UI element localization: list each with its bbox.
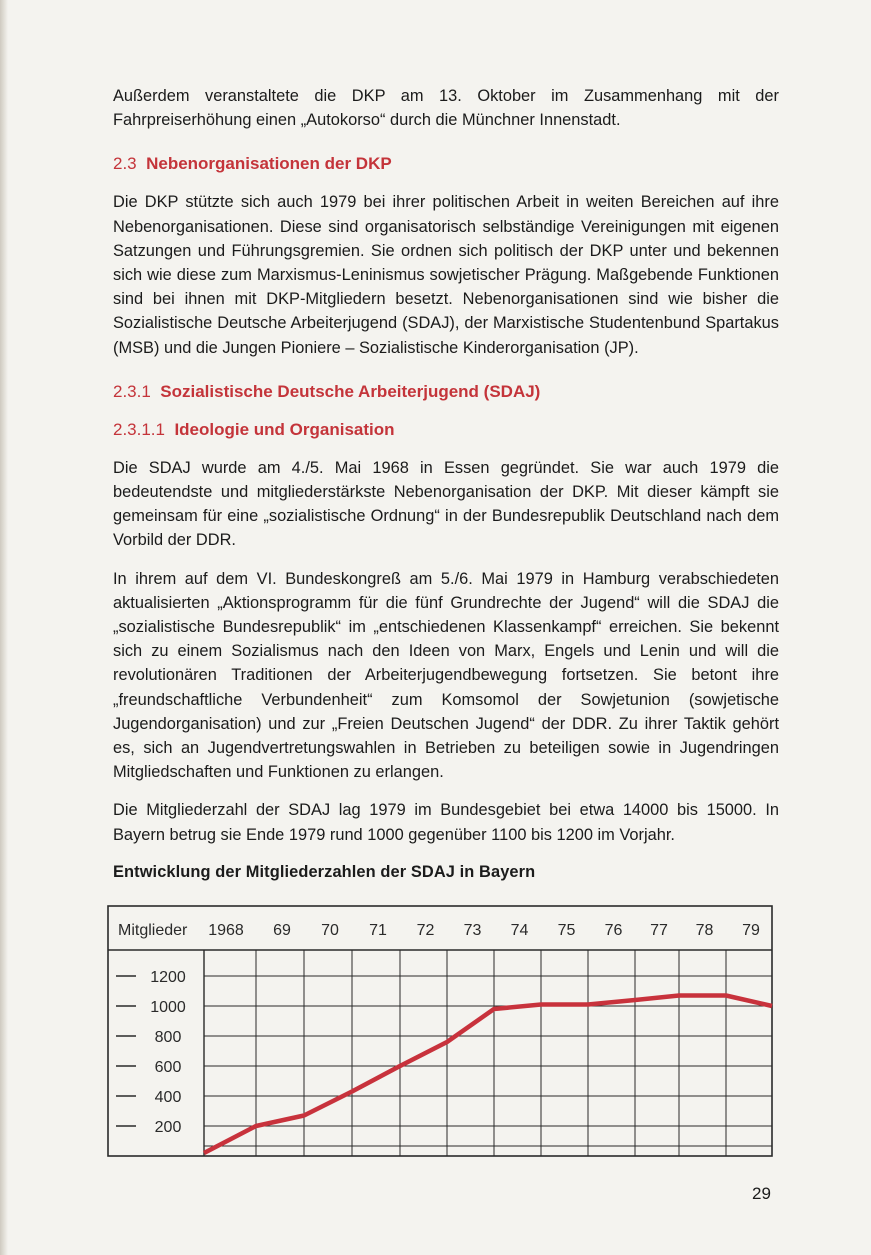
x-tick-label: 75 xyxy=(557,922,576,939)
heading-2-3-1 xyxy=(113,380,779,404)
chart-svg xyxy=(106,904,776,1158)
x-tick-label: 78 xyxy=(695,922,714,939)
heading-2-3-1-1 xyxy=(113,418,779,442)
y-tick-label: 1200 xyxy=(150,969,186,986)
heading-title: Nebenorganisationen der DKP xyxy=(146,154,392,174)
x-tick-label: 76 xyxy=(604,922,623,939)
heading-number: 2.3.1.1 xyxy=(113,419,165,439)
x-tick-label: 77 xyxy=(650,922,668,939)
x-tick-label: 73 xyxy=(463,922,482,939)
page-edge-shadow xyxy=(0,0,8,1255)
x-tick-label: 71 xyxy=(369,922,387,939)
y-tick-label: 200 xyxy=(154,1119,182,1136)
heading-title: Ideologie und Organisation xyxy=(174,419,395,439)
series-line-mitglieder xyxy=(204,996,772,1154)
paragraph-intro: Außerdem veranstaltete die DKP am 13. Oktober im Zusammenhang mit der Fahrpreiserhöhung einen „Autokorso“ durch die Münchner Innenstadt. xyxy=(113,87,779,130)
y-tick-label: 400 xyxy=(154,1089,182,1106)
paragraph-sdaj-program: In ihrem auf dem VI. Bundeskongreß am 5./6. Mai 1979 in Hamburg verabschiedeten aktualisierten „Aktionsprogramm für die fünf Grundrechte der Jugend“ will die SDAJ die „sozialistische Bundesrepublik“ im „entschiedenen Klassenkampf“ erreichen. Sie bekennt sich zu einem Sozialismus nach den Ideen von Marx, Engels und Lenin und will die revolutionären Traditionen der Arbeiterjugendbewegung fortsetzen. Sie betont ihre „freundschaftliche Verbundenheit“ zum Komsomol der Sowjetunion (sowjetische Jugendorganisation) und zur „Freien Deutschen Jugend“ der DDR. Zu ihrer Taktik gehört es, sich an Jugendvertretungswahlen in Betrieben zu beteiligen sowie in Jugendringen Mitgliedschaften und Funktionen zu erlangen. xyxy=(113,569,779,782)
chart-frame xyxy=(108,906,772,1156)
chart-title: Entwicklung der Mitgliederzahlen der SDAJ in Bayern xyxy=(113,862,536,881)
chart-header-label: Mitglieder xyxy=(118,922,188,939)
x-tick-label: 74 xyxy=(510,922,529,939)
chart xyxy=(106,904,776,1163)
text-column xyxy=(113,84,779,882)
heading-title: Sozialistische Deutsche Arbeiterjugend (SDAJ) xyxy=(160,381,541,401)
paragraph-sdaj-members: Die Mitgliederzahl der SDAJ lag 1979 im Bundesgebiet bei etwa 14000 bis 15000. In Bayern betrug sie Ende 1979 rund 1000 gegenüber 1100 bis 1200 im Vorjahr. xyxy=(113,801,779,844)
paragraph-sdaj-founding: Die SDAJ wurde am 4./5. Mai 1968 in Essen gegründet. Sie war auch 1979 die bedeutendste und mitgliederstärkste Nebenorganisation der DKP. Mit dieser kämpft sie gemeinsam für eine „sozialistische Ordnung“ in der Bundesrepublik Deutschland nach dem Vorbild der DDR. xyxy=(113,458,779,550)
y-tick-label: 600 xyxy=(154,1059,182,1076)
heading-number: 2.3.1 xyxy=(113,381,151,401)
y-tick-label: 800 xyxy=(154,1029,182,1046)
x-tick-label: 72 xyxy=(416,922,435,939)
y-tick-label: 1000 xyxy=(150,999,186,1016)
x-tick-label: 69 xyxy=(273,922,291,939)
x-tick-label: 70 xyxy=(321,922,339,939)
page-number: 29 xyxy=(752,1184,771,1203)
heading-number: 2.3 xyxy=(113,154,137,174)
x-tick-label: 1968 xyxy=(208,922,244,939)
heading-2-3 xyxy=(113,152,779,176)
x-tick-label: 79 xyxy=(742,922,760,939)
paragraph-nebenorganisationen: Die DKP stützte sich auch 1979 bei ihrer politischen Arbeit in weiten Bereichen auf ihre Nebenorganisationen. Diese sind organisatorisch selbständige Vereinigungen mit eigenen Satzungen und Führungsgremien. Sie ordnen sich politisch der DKP unter und bekennen sich wie diese zum Marxismus-Leninismus sowjetischer Prägung. Maßgebende Funktionen sind bei ihnen mit DKP-Mitgliedern besetzt. Nebenorganisationen sind wie bisher die Sozialistische Deutsche Arbeiterjugend (SDAJ), der Marxistische Studentenbund Spartakus (MSB) und die Jungen Pioniere – Sozialistische Kinderorganisation (JP). xyxy=(113,193,779,357)
